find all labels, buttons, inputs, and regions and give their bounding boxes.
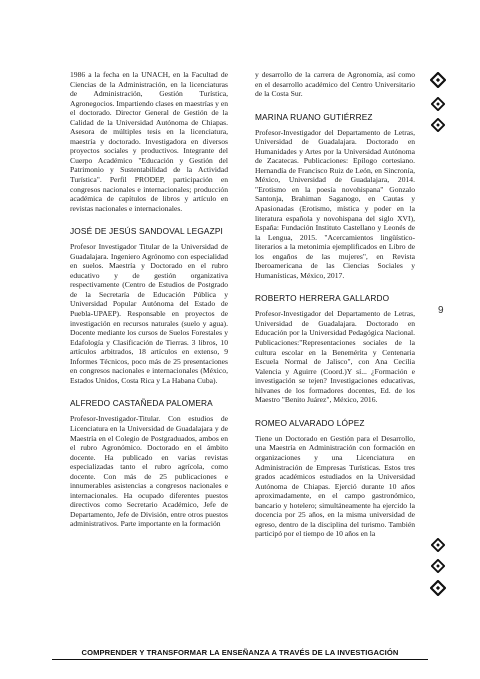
page-number: 9 <box>438 305 444 316</box>
footer-rule <box>52 659 428 660</box>
left-column <box>70 70 228 529</box>
author-bio-castaneda: Profesor-Investigador-Titular. Con estudios de Licenciatura en la Universidad de Guadalajara y de Maestría en el Colegio de Postgraduados, ambos en el rubro Agronómico. Doctorado en el ámbito docente. Ha publicado en varias revistas especializadas tanto el rubro agrícola, como docente. Con más de 25 publicaciones e innumerables asistencias a congresos nacionales e internacionales. Ha ocupado diferentes puestos directivos como Secretario Académico, Jefe de Departamento, Jefe de División, entre otros puestos administrativos. Parte importante en la formación <box>70 414 228 529</box>
author-bio-herrera: Profesor-Investigador del Departamento de Letras, Universidad de Guadalajara. Doctorado en Educación por la Universidad Pedagógica Nacional. Publicaciones:"Representaciones sociales de la cultura escolar en la Benemérita y Centenaria Escuela Normal de Jalisco", con Ana Cecilia Valencia y Aguirre (Coord.)Y sí... ¿Formación e investigación se tejen? Investigaciones educativas, hilvanes de los formadores docentes, Ed. de los Maestro "Benito Juárez", México, 2016. <box>255 309 415 405</box>
author-bio-sandoval: Profesor Investigador Titular de la Universidad de Guadalajara. Ingeniero Agrónomo con especialidad en suelos. Maestría y Doctorado en el rubro educativo y de gestión organizativa respectivamente (Centro de Estudios de Postgrado de la Secretaría de Educación Pública y Universidad Popular Autónoma del Estado de Puebla-UPAEP). Responsable en proyectos de investigación en recursos naturales (suelo y agua). Docente mediante los cursos de Suelos Forestales y Edafología y Clasificación de Tierras. 3 libros, 10 artículos arbitrados, 18 artículos en extenso, 9 Informes Técnicos, poco más de 25 presentaciones en congresos nacionales e internacionales (México, Estados Unidos, Costa Rica y La Habana Cuba). <box>70 242 228 385</box>
diamond-bullet-icon <box>431 538 445 552</box>
diamond-bullet-icon <box>430 72 446 88</box>
diamond-ornament-top <box>430 72 446 132</box>
author-name-alvarado: ROMEO ALVARADO LÓPEZ <box>255 417 365 428</box>
diamond-bullet-icon <box>431 559 445 573</box>
right-column <box>255 70 415 539</box>
author-bio-ruano: Profesor-Investigador del Departamento de Letras, Universidad de Guadalajara. Doctorado en Humanidades y Artes por la Universidad Autónoma de Zacatecas. Publicaciones: Epílogo cortesiano. Hernandía de Francisco Ruiz de León, en Sincronía, México, Universidad de Guadalajara, 2014. "Erotismo en la poesía novohispana" Gonzalo Santonja, Brahiman Saganogo, en Cautas y Apasionadas (Erotismo, mística y poder en la literatura española y novohispana del siglo XVI), España: Fundación Instituto Castellano y Leonés de la Lengua, 2015. "Acercamientos lingüístico-literarios a la metonimia ejemplificados en Libro de los engaños de las mujeres", en Revista Iberoamericana de las Ciencias Sociales y Humanísticas, México, 2017. <box>255 127 415 280</box>
continuation-paragraph: y desarrollo de la carrera de Agronomía, así como en el desarrollo académico del Centro Universitario de la Costa Sur. <box>255 70 415 99</box>
diamond-bullet-icon <box>430 580 446 596</box>
footer-title: COMPRENDER Y TRANSFORMAR LA ENSEÑANZA A TRAVÉS DE LA INVESTIGACIÓN <box>81 648 399 657</box>
intro-paragraph: 1986 a la fecha en la UNACH, en la Facultad de Ciencias de la Administración, en la licenciaturas de Administración, Gestión Turística, Agronegocios. Impartiendo clases en maestrías y en el doctorado. Director General de Gestión de la Calidad de la Universidad Autónoma de Chiapas. Asesora de múltiples tesis en la licenciatura, maestría y doctorado. Investigadora en diversos proyectos sociales y productivos. Integrante del Cuerpo Académico "Educación y Gestión del Patrimonio y Sustentabilidad de la Actividad Turística". Perfil PRODEP, participación en congresos nacionales e internacionales; producción académica de capítulos de libros y artículo en revistas nacionales e internacionales. <box>70 70 228 213</box>
diamond-ornament-bottom <box>430 538 446 596</box>
author-name-ruano: MARINA RUANO GUTIÉRREZ <box>255 111 373 122</box>
author-name-herrera: ROBERTO HERRERA GALLARDO <box>255 293 390 304</box>
diamond-bullet-icon <box>431 97 445 111</box>
author-name-sandoval: JOSÉ DE JESÚS SANDOVAL LEGAZPI <box>70 226 223 237</box>
author-name-castaneda: ALFREDO CASTAÑEDA PALOMERA <box>70 398 213 409</box>
diamond-bullet-icon <box>431 118 445 132</box>
author-bio-alvarado: Tiene un Doctorado en Gestión para el Desarrollo, una Maestría en Administración con formación en organizaciones y una Licenciatura en Administración de Empresas Turísticas. Estos tres grados académicos estudiados en la Universidad Autónoma de Chiapas. Ejerció durante 10 años aproximadamente, en el campo gastronómico, bancario y hotelero; simultáneamente ha ejercido la docencia por 25 años, en la misma universidad de egreso, dentro de la disciplina del turismo. También participó por el tiempo de 10 años en la <box>255 433 415 539</box>
